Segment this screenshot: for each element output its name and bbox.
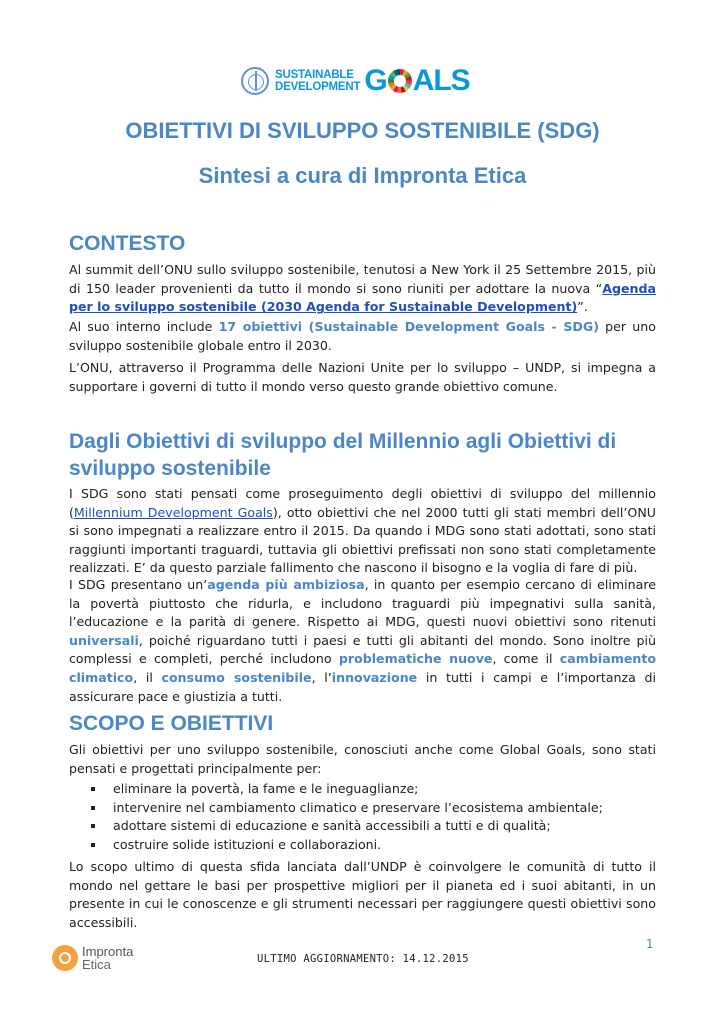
bullet-icon (91, 787, 95, 791)
sdg-logo-line2: DEVELOPMENT (275, 81, 361, 93)
document-title: OBIETTIVI DI SVILUPPO SOSTENIBILE (SDG) (125, 118, 600, 143)
list-item (91, 836, 656, 855)
footer-logo-line2: Etica (82, 957, 111, 972)
contesto-p2-text-a: Al suo interno include (69, 319, 219, 334)
sdg-wheel-icon (388, 69, 412, 93)
bullet-icon (91, 806, 95, 810)
sdg-logo (241, 65, 473, 97)
contesto-p2-text-b: per uno sviluppo sostenibile globale entro il 2030. (69, 319, 656, 353)
list-item (91, 817, 656, 836)
highlight-innovazione: innovazione (331, 669, 418, 685)
mdg-p2-text-c: , poiché riguardano tutti i paesi e tutti gli abitanti del mondo. Sono inoltre più complessi e completi, perché includono (69, 632, 656, 667)
scopo-closing: Lo scopo ultimo di questa sfida lanciata dall’UNDP è coinvolgere le comunità di tutto il mondo nel gettare le basi per prospettive migliori per il pianeta ed i suoi abitanti, in un presente in cui le conoscenze e gli strumenti necessari per raggiungere questi obiettivi sono accessibili. (69, 859, 656, 930)
contesto-paragraph-1 (69, 261, 656, 317)
contesto-paragraph-3: L’ONU, attraverso il Programma delle Nazioni Unite per lo sviluppo – UNDP, si impegna a supportare i governi di tutto il mondo verso questo grande obiettivo comune. (69, 360, 656, 394)
list-item (91, 780, 656, 799)
mdg-p2-text-g: in tutti i campi e l’importanza di assicurare pace e giustizia a tutti. (69, 669, 656, 704)
sdg-highlight: 17 obiettivi (Sustainable Development Goals - SDG) (218, 319, 599, 334)
contesto-p1-text-a: Al summit dell’ONU sullo sviluppo sostenibile, tenutosi a New York il 25 Settembre 2015, più di 150 leader provenienti da tutto il mondo si sono riuniti per adottare la nuova “ (69, 262, 656, 296)
contesto-p1-text-b: ”. (577, 299, 588, 315)
scopo-intro: Gli obiettivi per uno sviluppo sostenibile, conosciuti anche come Global Goals, sono stati pensati e progettati principalmente per: (69, 742, 656, 776)
highlight-problematiche: problematiche nuove (338, 651, 493, 667)
scopo-heading: SCOPO E OBIETTIVI (69, 712, 274, 735)
contesto-paragraph-2 (69, 318, 656, 355)
list-item-text: adottare sistemi di educazione e sanità accessibili a tutti e di qualità; (113, 818, 551, 834)
mdg-p1-text-b: ), otto obiettivi che nel 2000 tutti gli stati membri dell’ONU si sono impegnati a realizzare entro il 2015. Da quando i MDG sono stati adottati, sono stati raggiunti importanti traguardi, tuttavia gli obiettivi prefissati non sono stati completamente realizzati. E’ da questo parziale fallimento che nascono il bisogno e la voglia di fare di più. (69, 504, 656, 576)
mdg-link[interactable]: Millennium Development Goals (73, 504, 273, 520)
list-item-text: intervenire nel cambiamento climatico e preservare l’ecosistema ambientale; (113, 799, 603, 815)
bullet-icon (91, 843, 95, 847)
sdg-logo-words (275, 69, 360, 93)
document-subtitle: Sintesi a cura di Impronta Etica (198, 163, 527, 188)
mdg-heading: Dagli Obiettivi di sviluppo del Millennio agli Obiettivi di sviluppo sostenibile (69, 430, 617, 480)
un-emblem-icon (241, 67, 269, 95)
mdg-p2-text-b: , in quanto per esempio cercano di eliminare la povertà piuttosto che ridurla, e includono traguardi più impegnativi sulla sanità, l’educazione e la parità di genere. Rispetto ai MDG, questi nuovi obiettivi sono ritenuti (69, 577, 656, 630)
goals-list (91, 780, 656, 854)
page-number: 1 (646, 937, 654, 951)
goals-letters-als: ALS (412, 64, 470, 97)
goals-wordmark (364, 64, 469, 98)
list-item-text: costruire solide istituzioni e collaborazioni. (113, 836, 382, 852)
agenda-2030-link[interactable]: Agenda per lo sviluppo sostenibile (2030 Agenda for Sustainable Development) (69, 280, 656, 315)
impronta-etica-mark-icon (52, 945, 78, 971)
impronta-etica-wordmark (82, 945, 133, 971)
footer-logo-line1: Impronta (82, 944, 134, 959)
list-item (91, 799, 656, 818)
mdg-p2-text-e: , il (133, 669, 162, 685)
last-updated: ULTIMO AGGIORNAMENTO: 14.12.2015 (257, 953, 469, 965)
mdg-paragraph-1 (69, 485, 656, 578)
highlight-cambiamento: cambiamento climatico (69, 651, 657, 685)
mdg-p1-text-a: I SDG sono stati pensati come proseguimento degli obiettivi di sviluppo del millennio ( (69, 486, 656, 520)
highlight-universali: universali (69, 632, 139, 648)
mdg-paragraph-2 (69, 576, 656, 706)
sdg-logo-line1: SUSTAINABLE (275, 69, 354, 81)
impronta-etica-logo (52, 945, 133, 971)
mdg-p2-text-f: , l’ (311, 669, 332, 685)
mdg-p2-text-d: , come il (492, 651, 560, 667)
highlight-consumo: consumo sostenibile (161, 669, 312, 685)
list-item-text: eliminare la povertà, la fame e le ineguaglianze; (113, 781, 419, 796)
goals-letter-g: G (364, 64, 387, 97)
contesto-heading: CONTESTO (69, 232, 186, 255)
highlight-agenda: agenda più ambiziosa (207, 577, 365, 592)
mdg-p2-text-a: I SDG presentano un’ (69, 577, 208, 592)
bullet-icon (91, 824, 95, 828)
